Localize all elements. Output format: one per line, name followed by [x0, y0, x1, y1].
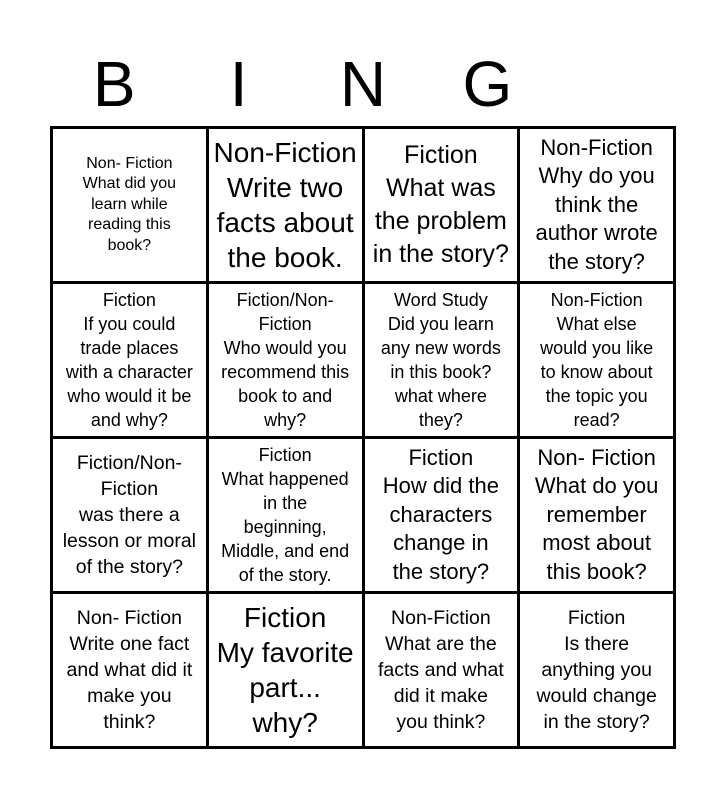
bingo-cell[interactable]: Fiction/Non- Fiction Who would you recommend this book to and why?	[209, 284, 362, 436]
header-letter-o	[550, 48, 674, 120]
bingo-board	[50, 126, 676, 749]
bingo-cell[interactable]: Fiction/Non- Fiction was there a lesson or moral of the story?	[53, 439, 206, 591]
header-letter-n: N	[339, 48, 387, 120]
bingo-cell[interactable]: Non- Fiction What did you learn while reading this book?	[53, 129, 206, 281]
bingo-cell[interactable]: Non-Fiction Why do you think the author wrote the story?	[520, 129, 673, 281]
header-letter-g: G	[462, 48, 513, 120]
bingo-cell[interactable]: Non-Fiction Write two facts about the book.	[209, 129, 362, 281]
bingo-cell[interactable]: Fiction What happened in the beginning, Middle, and end of the story.	[209, 439, 362, 591]
bingo-cell[interactable]: Fiction How did the characters change in the story?	[365, 439, 518, 591]
bingo-cell[interactable]: Non- Fiction What do you remember most about this book?	[520, 439, 673, 591]
bingo-cell[interactable]: Word Study Did you learn any new words in this book? what where they?	[365, 284, 518, 436]
bingo-cell[interactable]: Non-Fiction What are the facts and what did it make you think?	[365, 594, 518, 746]
bingo-cell[interactable]: Fiction My favorite part... why?	[209, 594, 362, 746]
bingo-header	[52, 48, 674, 120]
header-letter-b: B	[92, 48, 136, 120]
bingo-cell[interactable]: Fiction If you could trade places with a character who would it be and why?	[53, 284, 206, 436]
bingo-cell[interactable]: Fiction What was the problem in the story?	[365, 129, 518, 281]
bingo-cell[interactable]: Non- Fiction Write one fact and what did it make you think?	[53, 594, 206, 746]
bingo-cell[interactable]: Non-Fiction What else would you like to know about the topic you read?	[520, 284, 673, 436]
header-letter-i: I	[229, 48, 248, 120]
bingo-cell[interactable]: Fiction Is there anything you would change in the story?	[520, 594, 673, 746]
